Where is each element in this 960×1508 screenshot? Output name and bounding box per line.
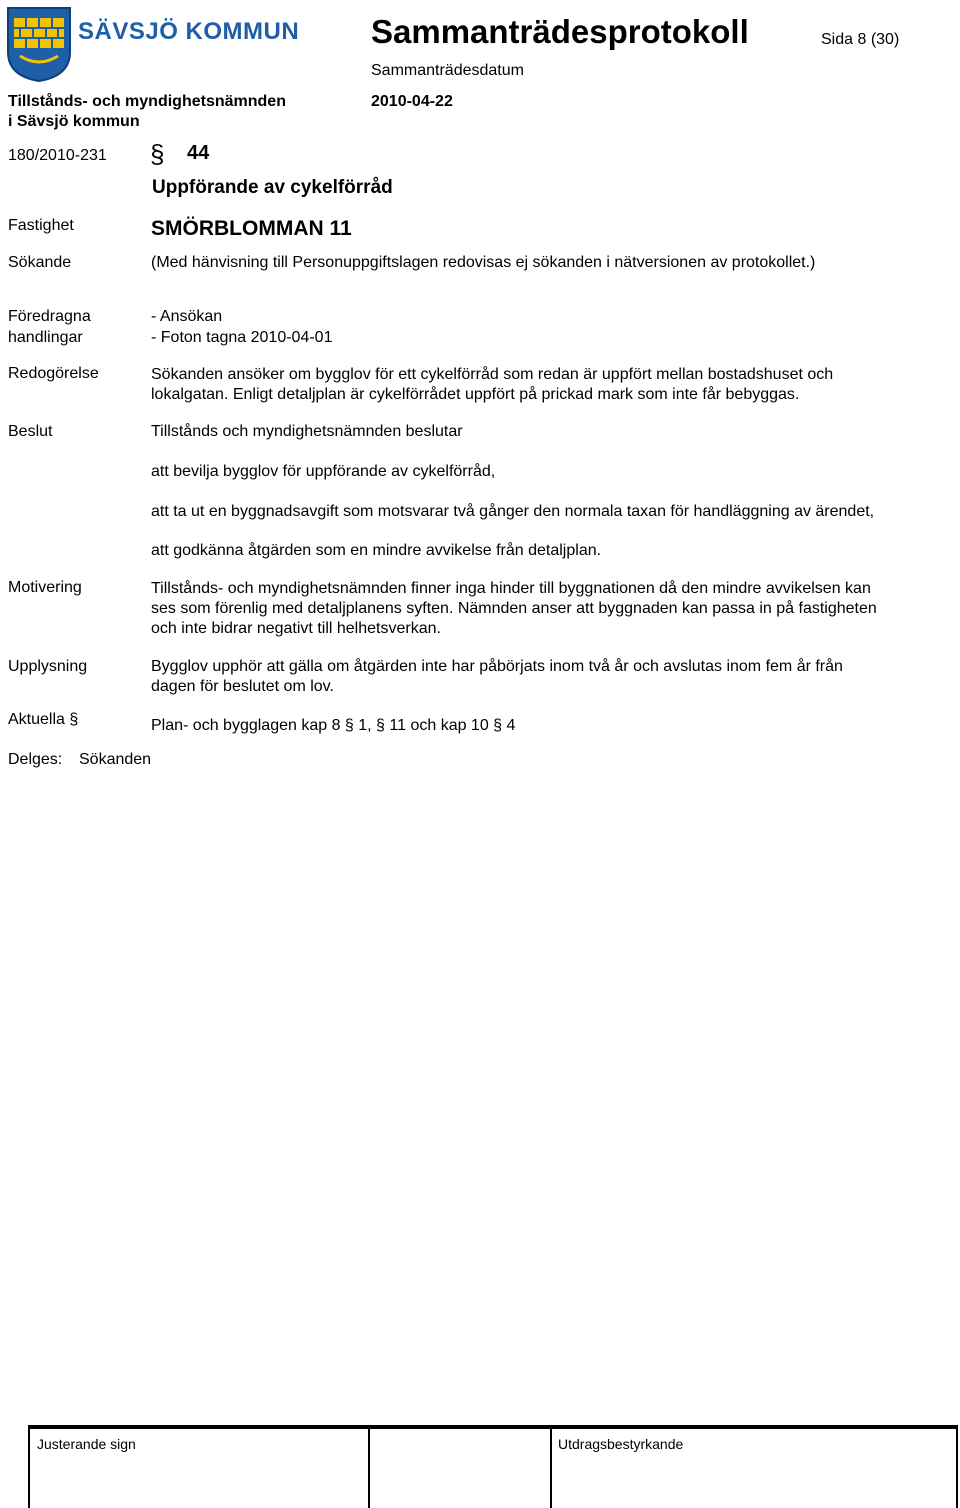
motivation-label: Motivering <box>8 579 82 596</box>
decision-label: Beslut <box>8 423 53 440</box>
municipality-logo <box>6 6 72 87</box>
property-label: Fastighet <box>8 217 74 234</box>
meeting-date-label: Sammanträdesdatum <box>371 62 524 79</box>
footer-divider <box>28 1425 958 1429</box>
info-text-line: Bygglov upphör att gälla om åtgärden inte har påbörjats inom två år och avslutas inom fem år från <box>151 658 843 675</box>
motivation-text-line: och inte bidrar negativt till helhetsverkan. <box>151 620 441 637</box>
delivered-to-value: Sökanden <box>79 751 152 768</box>
footer-certification-label: Utdragsbestyrkande <box>558 1436 684 1452</box>
footer-box-border <box>956 1429 958 1508</box>
applicant-label: Sökande <box>8 254 72 271</box>
motivation-text-line: ses som förenlig med detaljplanens syften. Nämnden anser att byggnaden kan passa in på fastigheten <box>151 600 877 617</box>
footer-box-border <box>550 1429 552 1508</box>
paragraph-number: 44 <box>187 142 210 164</box>
committee-name: Tillstånds- och myndighetsnämnden <box>8 93 286 110</box>
coat-of-arms-icon <box>6 6 72 82</box>
org-name: SÄVSJÖ KOMMUN <box>78 18 300 45</box>
decision-item: att godkänna åtgärden som en mindre avvikelse från detaljplan. <box>151 542 602 559</box>
documents-label-line2: handlingar <box>8 329 83 346</box>
decision-item: att ta ut en byggnadsavgift som motsvarar två gånger den normala taxan för handläggning av ärendet, <box>151 503 875 520</box>
relevant-paragraphs-label: Aktuella § <box>8 711 79 728</box>
documents-label-line1: Föredragna <box>8 308 91 325</box>
delivered-to-label: Delges: <box>8 751 63 768</box>
case-title: Uppförande av cykelförråd <box>152 177 393 198</box>
document-title: Sammanträdesprotokoll <box>371 13 749 50</box>
report-label: Redogörelse <box>8 365 99 382</box>
case-number: 180/2010-231 <box>8 147 107 164</box>
info-label: Upplysning <box>8 658 88 675</box>
motivation-text-line: Tillstånds- och myndighetsnämnden finner inga hinder till byggnationen då den mindre avvikelsen kan <box>151 580 871 597</box>
document-item: - Ansökan <box>151 308 223 325</box>
meeting-date-value: 2010-04-22 <box>371 93 453 110</box>
decision-item: att bevilja bygglov för uppförande av cykelförråd, <box>151 463 496 480</box>
decision-intro: Tillstånds och myndighetsnämnden beslutar <box>151 423 463 440</box>
document-item: - Foton tagna 2010-04-01 <box>151 329 333 346</box>
report-text-line: lokalgatan. Enligt detaljplan är cykelförrådet uppfört på prickad mark som inte får bebyggas. <box>151 386 800 403</box>
paragraph-sign: § <box>150 139 165 169</box>
report-text-line: Sökanden ansöker om bygglov för ett cykelförråd som redan är uppfört mellan bostadshuset och <box>151 366 834 383</box>
footer-signature-label: Justerande sign <box>37 1436 136 1452</box>
footer-box-border <box>368 1429 370 1508</box>
page-number: Sida 8 (30) <box>821 31 900 48</box>
relevant-paragraphs-text: Plan- och bygglagen kap 8 § 1, § 11 och kap 10 § 4 <box>151 717 516 734</box>
committee-municipality: i Sävsjö kommun <box>8 113 140 130</box>
applicant-value: (Med hänvisning till Personuppgiftslagen redovisas ej sökanden i nätversionen av protokollet.) <box>151 254 816 271</box>
property-value: SMÖRBLOMMAN 11 <box>151 217 352 240</box>
footer-box-border <box>28 1429 30 1508</box>
info-text-line: dagen för beslutet om lov. <box>151 678 334 695</box>
